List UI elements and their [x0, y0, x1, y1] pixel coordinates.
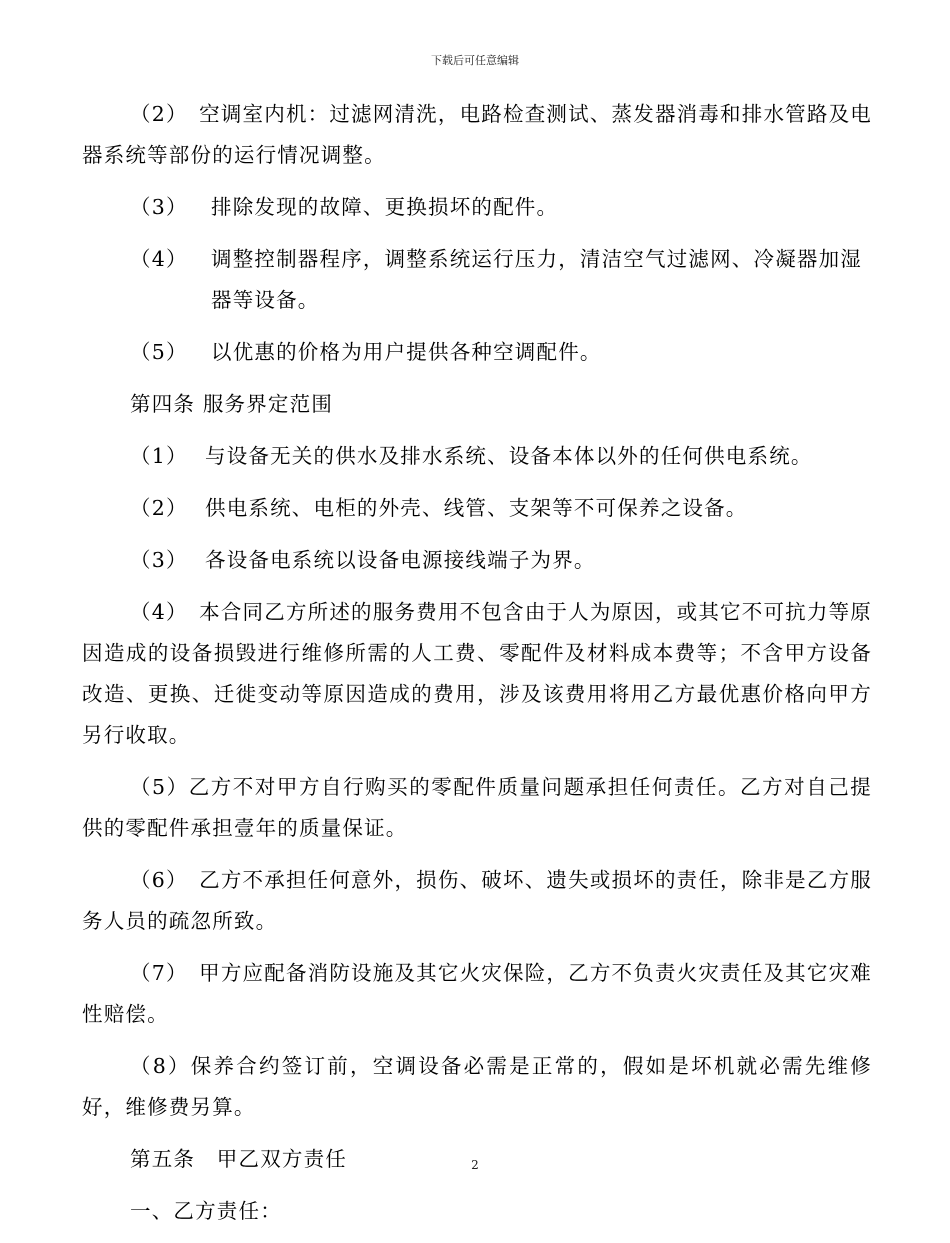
article-5-heading: 第五条 甲乙双方责任	[130, 1147, 347, 1171]
item-text: 排除发现的故障、更换损坏的配件。	[211, 195, 559, 219]
list-item-fault-repair	[130, 187, 872, 228]
paragraph-scope-4: （4） 本合同乙方所述的服务费用不包含由于人为原因，或其它不可抗力等原因造成的设备损毁进行维修所需的人工费、零配件及材料成本费等；不含甲方设备改造、更换、迁徙变动等原因造成的费用，涉及该费用将用乙方最优惠价格向甲方另行收取。	[82, 600, 872, 747]
party-b-duties-heading: 一、乙方责任：	[130, 1199, 282, 1223]
list-item-scope-3	[130, 540, 872, 581]
page-header: 下载后可任意编辑	[431, 54, 519, 67]
item-text: 与设备无关的供水及排水系统、设备本体以外的任何供电系统。	[205, 444, 813, 468]
paragraph-scope-8: （8）保养合约签订前，空调设备必需是正常的，假如是坏机就必需先维修好，维修费另算。	[82, 1054, 872, 1119]
paragraph-scope-6: （6） 乙方不承担任何意外，损伤、破坏、遗失或损坏的责任，除非是乙方服务人员的疏忽所致。	[82, 868, 872, 933]
document-body	[82, 94, 872, 1243]
article-4-heading: 第四条 服务界定范围	[130, 392, 334, 416]
item-number: （2）	[130, 496, 188, 520]
list-item-scope-1	[130, 436, 872, 477]
item-text: 以优惠的价格为用户提供各种空调配件。	[211, 340, 602, 364]
paragraph-scope-5: （5）乙方不对甲方自行购买的零配件质量问题承担任何责任。乙方对自己提供的零配件承担壹年的质量保证。	[82, 775, 872, 840]
page-number: 2	[471, 1158, 479, 1172]
item-text: 调整控制器程序，调整系统运行压力，清洁空气过滤网、冷凝器加湿器等设备。	[211, 247, 862, 312]
list-item-scope-2	[130, 488, 872, 529]
paragraph-scope-7: （7） 甲方应配备消防设施及其它火灾保险，乙方不负责火灾责任及其它灾难性赔偿。	[82, 961, 872, 1026]
item-number: （3）	[130, 548, 188, 572]
item-number: （4）	[130, 247, 188, 271]
item-number: （1）	[130, 444, 188, 468]
list-item-controller	[130, 239, 872, 321]
item-text: 各设备电系统以设备电源接线端子为界。	[205, 548, 596, 572]
list-item-parts-price	[130, 332, 872, 373]
item-text: 供电系统、电柜的外壳、线管、支架等不可保养之设备。	[205, 496, 748, 520]
paragraph-indoor-unit: （2） 空调室内机：过滤网清洗，电路检查测试、蒸发器消毒和排水管路及电器系统等部份的运行情况调整。	[82, 102, 872, 167]
item-number: （5）	[130, 340, 188, 364]
item-number: （3）	[130, 195, 188, 219]
